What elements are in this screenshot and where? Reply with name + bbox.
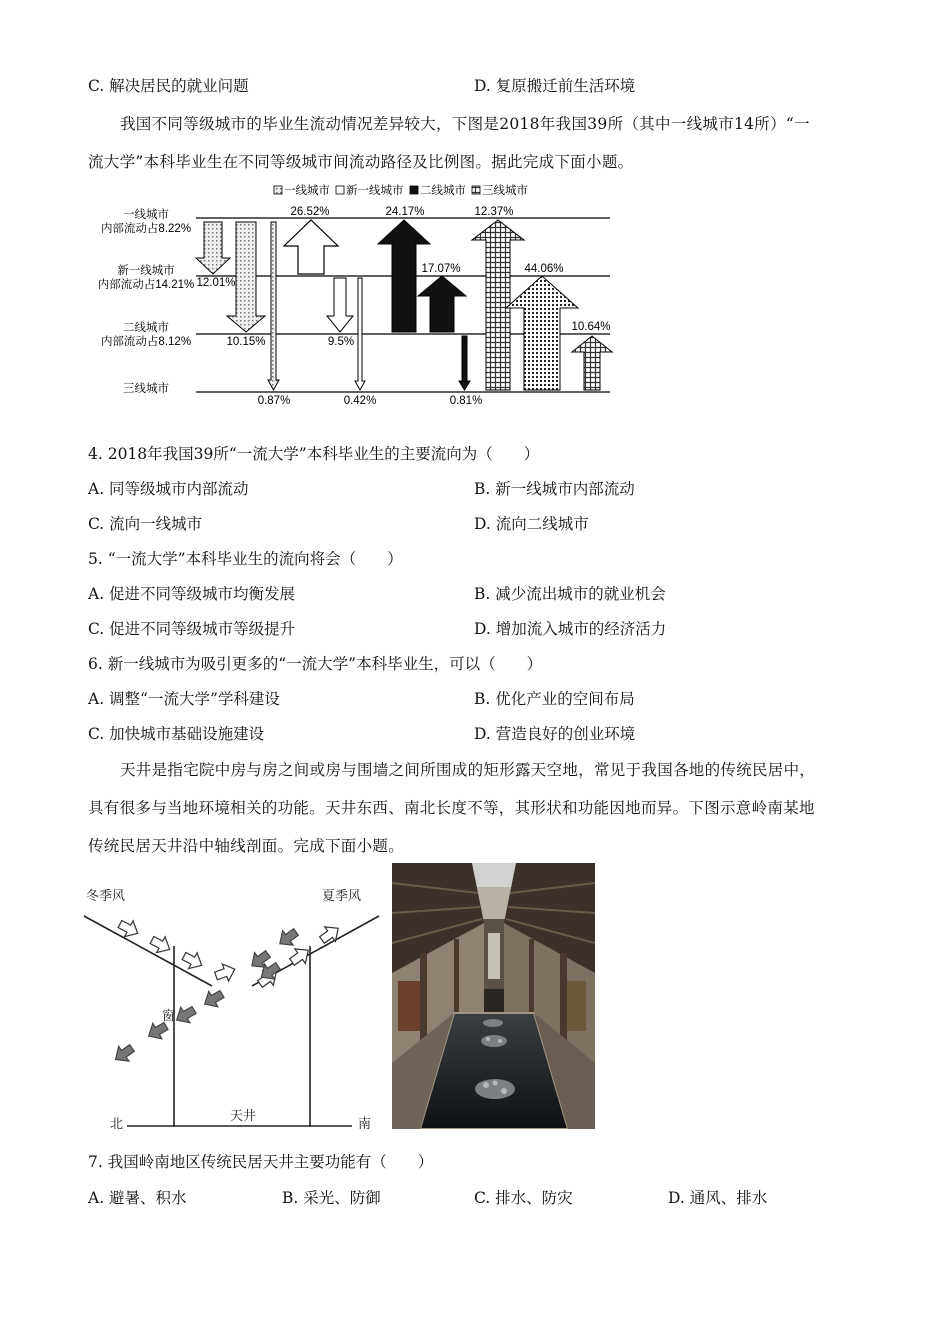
level-internal-newtier1: 内部流动占14.21% [97, 279, 195, 291]
q6-option-c: C. 加快城市基础设施建设 [88, 725, 265, 743]
flow-arrow-newtier1-to-tier2 [327, 278, 353, 332]
q4-option-a: A. 同等级城市内部流动 [88, 480, 249, 498]
level-label-tier3: 三线城市 [123, 383, 169, 395]
q5-option-a: A. 促进不同等级城市均衡发展 [88, 585, 296, 603]
flow-arrow-tier2-to-newtier1 [418, 276, 466, 332]
q6-option-a: A. 调整“一流大学”学科建设 [88, 690, 280, 708]
level-label-newtier1: 新一线城市 [117, 265, 175, 277]
flow-arrow-tier3-to-newtier1 [506, 276, 578, 390]
winter-wind-arrow [116, 916, 142, 941]
q4-stem: 4. 2018年我国39所“一流大学”本科毕业生的主要流向为（ ） [88, 445, 540, 463]
north-roof-line [84, 916, 212, 986]
level-internal-tier2: 内部流动占8.12% [100, 336, 192, 348]
q5-stem: 5. “一流大学”本科毕业生的流向将会（ ） [88, 550, 403, 568]
flow-arrow-newtier1-to-tier1 [284, 220, 338, 274]
flow-value-newtier1-to-tier2: 9.5% [327, 336, 355, 348]
flow-value-tier2-to-tier3: 0.81% [449, 395, 483, 407]
legend-newtier1: 新一线城市 [346, 185, 404, 197]
north-label: 北 [110, 1116, 124, 1131]
q7-option-d: D. 通风、排水 [668, 1189, 768, 1207]
q6-stem: 6. 新一线城市为吸引更多的“一流大学”本科毕业生，可以（ ） [88, 655, 543, 673]
q5-option-d: D. 增加流入城市的经济活力 [474, 620, 667, 638]
q4-option-d: D. 流向二线城市 [474, 515, 589, 533]
q3-option-d: D. 复原搬迁前生活环境 [474, 77, 636, 95]
q5-option-b: B. 减少流出城市的就业机会 [474, 585, 666, 603]
summer-wind-arrow [172, 1002, 198, 1028]
level-label-tier2: 二线城市 [123, 322, 169, 334]
legend-tier1: 一线城市 [284, 185, 330, 197]
legend-tier3: 三线城市 [482, 185, 528, 197]
chart-legend [274, 183, 528, 197]
legend-swatch-tier1 [274, 186, 282, 194]
flow-value-tier3-to-tier1: 12.37% [474, 206, 514, 218]
summer-wind-label: 夏季风 [322, 888, 362, 903]
winter-wind-label: 冬季风 [86, 888, 126, 903]
courtyard-label: 天井 [230, 1108, 257, 1123]
flow-value-tier1-to-newtier1: 12.01% [196, 277, 236, 289]
flow-arrow-tier2-to-tier3 [459, 336, 470, 390]
q3-option-c: C. 解决居民的就业问题 [88, 77, 249, 95]
window-label: 窗 [162, 1008, 176, 1023]
flow-value-tier3-to-tier2: 10.64% [571, 321, 611, 333]
q7-stem: 7. 我国岭南地区传统民居天井主要功能有（ ） [88, 1153, 434, 1171]
q7-option-a: A. 避暑、积水 [88, 1189, 187, 1207]
flow-value-tier2-to-tier1: 24.17% [385, 206, 425, 218]
legend-swatch-newtier1 [336, 186, 344, 194]
q7-option-c: C. 排水、防灾 [474, 1189, 573, 1207]
courtyard-photo [392, 863, 595, 1129]
legend-swatch-tier3 [472, 186, 480, 194]
legend-swatch-tier2 [410, 186, 418, 194]
summer-wind-arrow [110, 1041, 137, 1067]
flow-value-tier1-to-tier3: 0.87% [257, 395, 291, 407]
intro1-line2: 流大学”本科毕业生在不同等级城市间流动路径及比例图。据此完成下面小题。 [88, 153, 634, 171]
intro2-line2: 具有很多与当地环境相关的功能。天井东西、南北长度不等，其形状和功能因地而异。下图示意岭南某地 [88, 799, 815, 817]
intro2-line3: 传统民居天井沿中轴线剖面。完成下面小题。 [88, 837, 405, 855]
winter-wind-arrow [213, 961, 238, 985]
q4-option-b: B. 新一线城市内部流动 [474, 480, 635, 498]
intro2-line1: 天井是指宅院中房与房之间或房与围墙之间所围成的矩形露天空地，常见于我国各地的传统民居中， [120, 761, 816, 779]
courtyard-section-diagram [82, 880, 382, 1132]
q4-option-c: C. 流向一线城市 [88, 515, 203, 533]
level-label-tier1: 一线城市 [123, 209, 169, 221]
flow-arrow-tier1-to-tier3 [268, 222, 279, 390]
flow-value-newtier1-to-tier3: 0.42% [343, 395, 377, 407]
q6-option-d: D. 营造良好的创业环境 [474, 725, 636, 743]
summer-wind-arrow [200, 986, 226, 1012]
flow-value-tier1-to-tier2: 10.15% [226, 336, 266, 348]
summer-wind-arrow [275, 925, 302, 951]
flow-value-newtier1-to-tier1: 26.52% [290, 206, 330, 218]
flow-value-tier3-to-newtier1: 44.06% [524, 263, 564, 275]
south-label: 南 [358, 1116, 372, 1131]
q7-option-b: B. 采光、防御 [282, 1189, 381, 1207]
intro1-line1: 我国不同等级城市的毕业生流动情况差异较大，下图是2018年我国39所（其中一线城市14所）“一 [120, 115, 810, 133]
q5-option-c: C. 促进不同等级城市等级提升 [88, 620, 296, 638]
graduate-flow-chart [88, 180, 628, 412]
level-internal-tier1: 内部流动占8.22% [100, 223, 192, 235]
flow-arrow-tier1-to-newtier1 [196, 222, 230, 274]
flow-arrow-tier3-to-tier2 [572, 336, 612, 390]
flow-value-tier2-to-newtier1: 17.07% [421, 263, 461, 275]
q6-option-b: B. 优化产业的空间布局 [474, 690, 635, 708]
legend-tier2: 二线城市 [420, 185, 466, 197]
winter-wind-arrow [180, 948, 206, 973]
